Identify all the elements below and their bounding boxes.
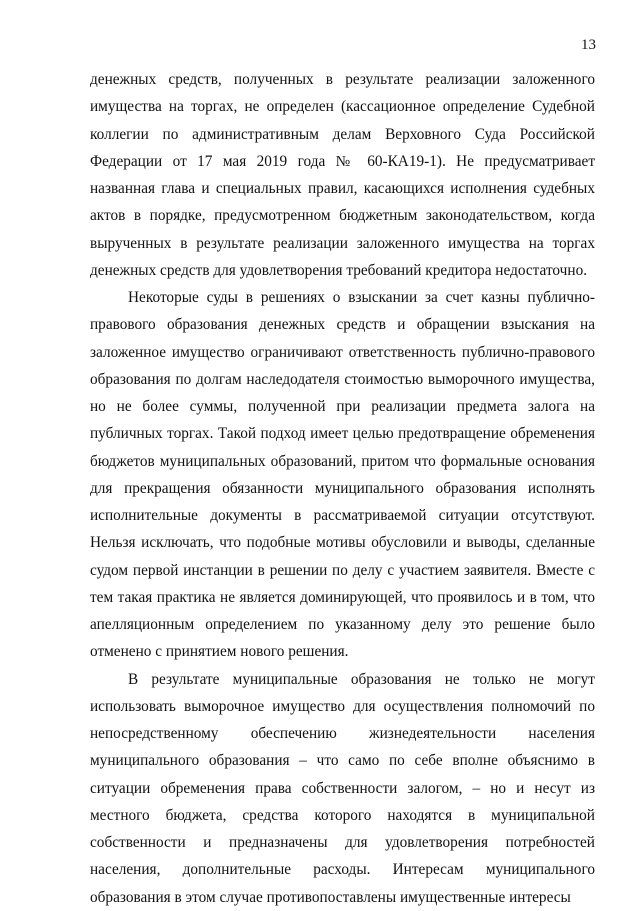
document-body [90, 66, 595, 911]
paragraph-municipal-consequences: В результате муниципальные образования не только не могут использовать выморочное имущество для осуществления полномочий по непосредственному обеспечению жизнедеятельности населения муниципального образования – что само по себе вполне объяснимо в ситуации обременения права собственности залогом, – но и несут из местного бюджета, средства которого находятся в муниципальной собственности и предназначены для удовлетворения потребностей населения, дополнительные расходы. Интересам муниципального образования в этом случае противопоставлены имущественные интересы [90, 670, 595, 906]
paragraph-continuation: денежных средств, полученных в результате реализации заложенного имущества на торгах, не определен (кассационное определение Судебной коллегии по административным делам Верховного Суда Российской Федерации от 17 мая 2019 года № 60-КА19-1). Не предусматривает названная глава и специальных правил, касающихся исполнения судебных актов в порядке, предусмотренном бюджетным законодательством, когда вырученных в результате реализации заложенного имущества на торгах денежных средств для удовлетворения требований кредитора недостаточно. [90, 71, 595, 279]
page-number: 13 [581, 37, 596, 53]
paragraph-court-practice: Некоторые суды в решениях о взыскании за счет казны публично-правового образования денежных средств и обращении взыскания на заложенное имущество ограничивают ответственность публично-правового образования по долгам наследодателя стоимостью выморочного имущества, но не более суммы, полученной при реализации предмета залога на публичных торгах. Такой подход имеет целью предотвращение обременения бюджетов муниципальных образований, притом что формальные основания для прекращения обязанности муниципального образования исполнять исполнительные документы в рассматриваемой ситуации отсутствуют. Нельзя исключать, что подобные мотивы обусловили и выводы, сделанные судом первой инстанции в решении по делу с участием заявителя. Вместе с тем такая практика не является доминирующей, что проявилось и в том, что апелляционным определением по указанному делу это решение было отменено с принятием нового решения. [90, 289, 595, 661]
